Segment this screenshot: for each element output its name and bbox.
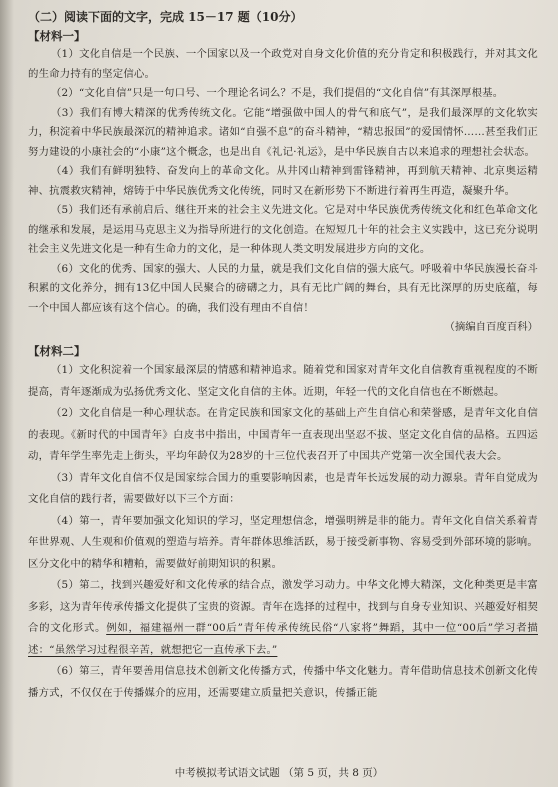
material1-label: 【材料一】 — [28, 29, 86, 43]
material1-source: （摘编自百度百科） — [444, 321, 538, 333]
material2-paragraph-5-underlined: 例如，福建福州一群“00后”青年传承传统民俗“八家将”舞蹈，其中一位“00后”学习者描述：“虽然学习过程很辛苦，就想把它一直传承下去。” — [28, 622, 538, 656]
material2-paragraph-1: （1）文化积淀着一个国家最深层的情感和精神追求。随着党和国家对青年文化自信教育重视程度的不断提高，青年逐渐成为弘扬优秀文化、坚定文化自信的主体。近期，年轻一代的文化自信也在不断燃起。 — [28, 364, 538, 398]
material2-paragraph-5 — [28, 575, 538, 661]
material1-paragraph-3: （3）我们有博大精深的优秀传统文化。它能“增强做中国人的骨气和底气”，是我们最深厚的文化软实力，积淀着中华民族最深沉的精神追求。诸如“自强不息”的奋斗精神，“精忠报国”的爱国情怀……甚至我们正努力建设的小康社会的“小康”这个概念，也是出自《礼记·礼运》，是中华民族自古以来追求的理想社会状态。 — [28, 106, 538, 158]
material1-paragraph-4: （4）我们有鲜明独特、奋发向上的革命文化。从井冈山精神到雷锋精神，再到航天精神、北京奥运精神、抗震救灾精神，熔铸于中华民族优秀文化传统，同时又在新形势下不断进行着再生再造，凝聚升华。 — [28, 165, 538, 197]
material1-paragraph-5: （5）我们还有承前启后、继往开来的社会主义先进文化。它是对中华民族优秀传统文化和红色革命文化的继承和发展，是运用马克思主义为指导所进行的文化创造。在短短几十年的社会主义实践中，这已充分说明社会主义先进文化是一种有生命力的文化，是一种体现人类文明发展进步方向的文化。 — [28, 204, 538, 255]
material1-paragraph-6: （6）文化的优秀、国家的强大、人民的力量，就是我们文化自信的强大底气。呼吸着中华民族漫长奋斗积累的文化养分，拥有13亿中国人民聚合的磅礴之力，具有无比广阔的舞台，具有无比深厚的历史底蕴，每一个中国人都应该有这个信心。的确，我们没有理由不自信！ — [28, 262, 538, 314]
page-content — [28, 8, 538, 704]
material1-paragraph-2: （2）“文化自信”只是一句口号、一个理论名词么？不是，我们提倡的“文化自信”有其深厚根基。 — [50, 87, 504, 99]
material2-paragraph-3: （3）青年文化自信不仅是国家综合国力的重要影响因素，也是青年长远发展的动力源泉。青年自觉成为文化自信的践行者，需要做好以下三个方面： — [28, 471, 538, 505]
material2-paragraph-6: （6）第三，青年要善用信息技术创新文化传播方式，传播中华文化魅力。青年借助信息技术创新文化传播方式，不仅仅在于传播媒介的应用，还需要建立质量把关意识，传播正能 — [28, 665, 538, 699]
section-title: （二）阅读下面的文字，完成 15－17 题（10分） — [28, 10, 303, 24]
material1-paragraph-1: （1）文化自信是一个民族、一个国家以及一个政党对自身文化价值的充分肯定和积极践行，并对其文化的生命力持有的坚定信心。 — [28, 48, 538, 80]
material2-paragraph-4: （4）第一，青年要加强文化知识的学习，坚定理想信念，增强明辨是非的能力。青年文化自信关系着青年世界观、人生观和价值观的塑造与培养。青年群体思维活跃，易于接受新事物、容易受到外部环境的影响。区分文化中的精华和糟粕，需要做好前期知识的积累。 — [28, 514, 538, 570]
page-shadow — [0, 0, 14, 787]
material2-label: 【材料二】 — [28, 344, 86, 358]
page-footer: 中考模拟考试语文试题 （第 5 页，共 8 页） — [174, 767, 384, 779]
material2-paragraph-2: （2）文化自信是一种心理状态。在肯定民族和国家文化的基础上产生自信心和荣誉感，是青年文化自信的表现。《新时代的中国青年》白皮书中指出，中国青年一直表现出坚忍不拔、坚定文化自信的品格。五四运动，青年学生率先走上街头，平均年龄仅为28岁的十三位代表召开了中国共产党第一次全国代表大会。 — [28, 407, 538, 462]
material2-paragraph-5-text: （5）第二，找到兴趣爱好和文化传承的结合点，激发学习动力。中华文化博大精深，文化种类更是丰富多彩，这为青年传承传播文化提供了宝贵的资源。青年在选择的过程中，找到与自身专业知识、兴趣爱好相契合的文化形式。 — [28, 579, 538, 634]
